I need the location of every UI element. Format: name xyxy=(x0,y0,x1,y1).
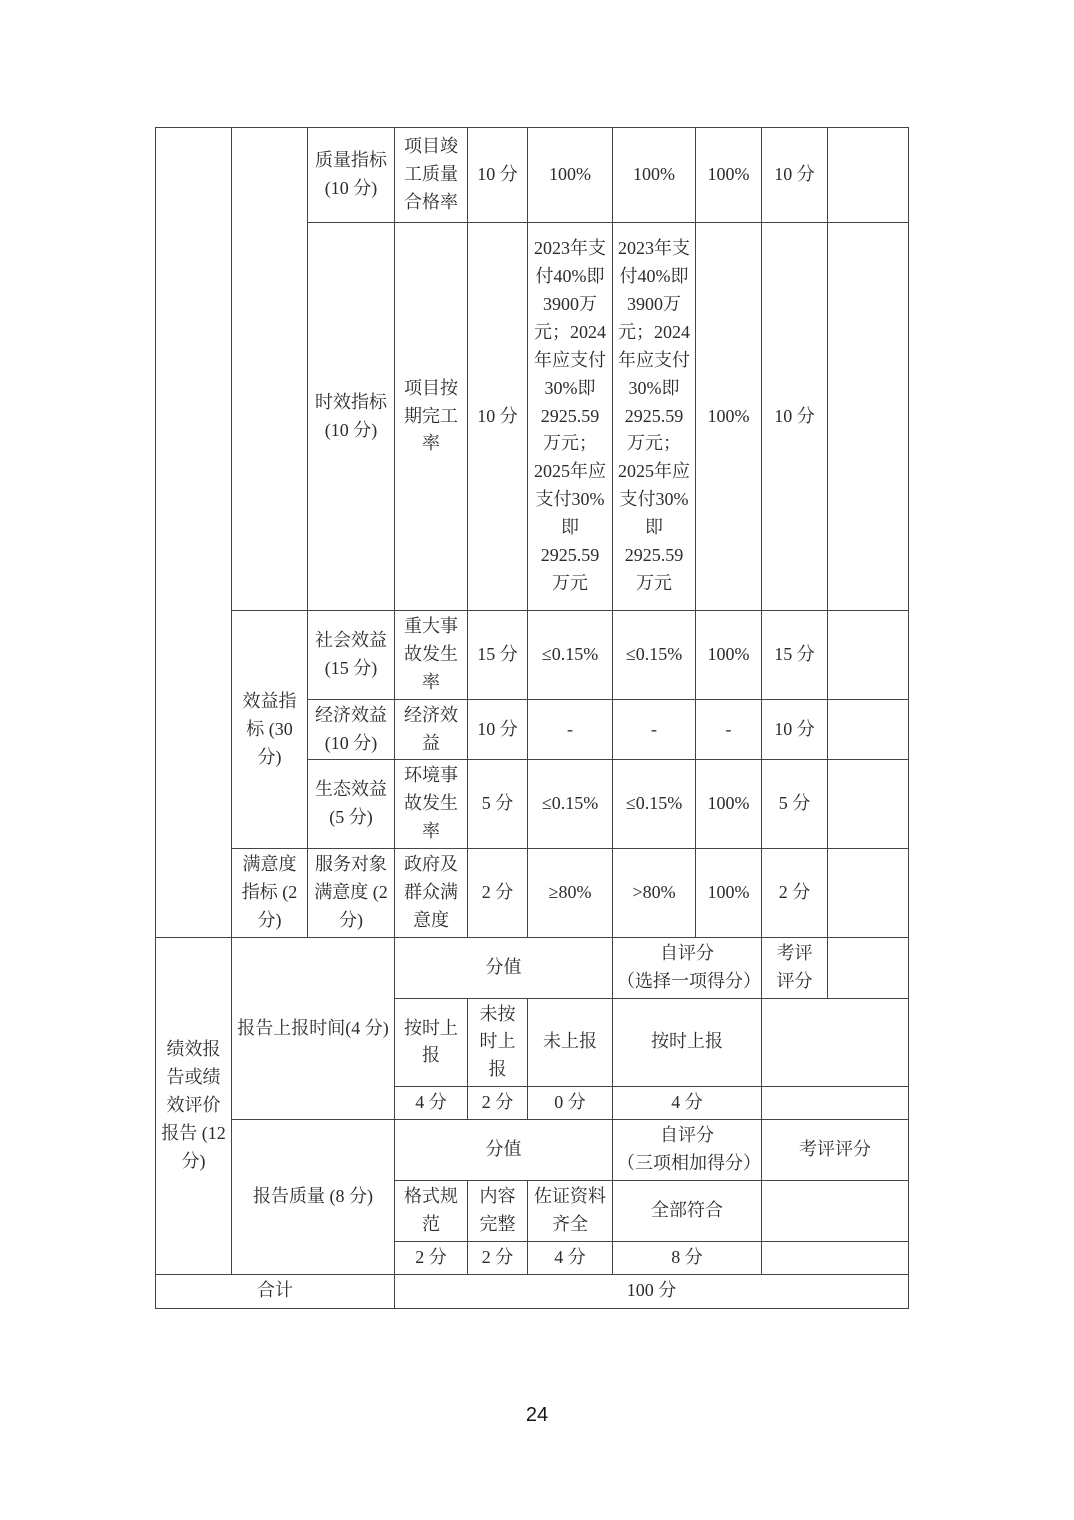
metric-cell: 经济效益 xyxy=(395,699,468,760)
metric-cell: 项目竣工质量合格率 xyxy=(395,128,468,223)
self-score-cell: 10 分 xyxy=(762,223,828,611)
review-score-cell-empty xyxy=(828,849,909,938)
self-score-cell: 2 分 xyxy=(762,849,828,938)
self-score-header-line2: （三项相加得分） xyxy=(617,1153,761,1174)
rate-cell: 100% xyxy=(696,223,762,611)
total-label-cell: 合计 xyxy=(156,1274,395,1308)
self-score-cell: 5 分 xyxy=(762,760,828,849)
submit-option-cell: 未上报 xyxy=(528,998,613,1087)
table-row xyxy=(156,128,909,223)
review-score-cell-empty xyxy=(828,699,909,760)
target-cell: 100% xyxy=(528,128,613,223)
report-category-cell: 绩效报告或绩效评价报告 (12 分) xyxy=(156,937,232,1274)
indicator-cell: 质量指标 (10 分) xyxy=(308,128,395,223)
score-cell: 5 分 xyxy=(468,760,528,849)
target-cell: - xyxy=(528,699,613,760)
rate-cell: - xyxy=(696,699,762,760)
self-score-header-line1: 自评分 xyxy=(660,1125,714,1146)
actual-cell: ≤0.15% xyxy=(613,760,696,849)
target-cell: ≥80% xyxy=(528,849,613,938)
indicator-cell: 生态效益 (5 分) xyxy=(308,760,395,849)
submit-self-points-cell: 4 分 xyxy=(613,1087,762,1120)
table-row xyxy=(156,611,909,700)
target-cell: 2023年支付40%即3900万元；2024年应支付30%即2925.59万元；2025年应支付30%即2925.59万元 xyxy=(528,223,613,611)
rate-cell: 100% xyxy=(696,611,762,700)
submit-points-cell: 0 分 xyxy=(528,1087,613,1120)
quality-points-cell: 2 分 xyxy=(395,1241,468,1274)
metric-cell: 重大事故发生率 xyxy=(395,611,468,700)
score-header-cell: 分值 xyxy=(395,937,613,998)
actual-cell: 2023年支付40%即3900万元；2024年应支付30%即2925.59万元；2025年应支付30%即2925.59万元 xyxy=(613,223,696,611)
review-score-header-cell xyxy=(762,937,828,998)
subcategory-cell-empty xyxy=(232,128,308,611)
score-cell: 10 分 xyxy=(468,223,528,611)
quality-self-value-cell: 全部符合 xyxy=(613,1181,762,1242)
score-cell: 15 分 xyxy=(468,611,528,700)
submit-points-cell: 2 分 xyxy=(468,1087,528,1120)
review-header-line2: 评分 xyxy=(776,970,813,991)
satisfaction-category-cell: 满意度指标 (2 分) xyxy=(232,849,308,938)
self-score-cell: 10 分 xyxy=(762,128,828,223)
benefit-category-cell: 效益指标 (30 分) xyxy=(232,611,308,849)
quality-self-points-cell: 8 分 xyxy=(613,1241,762,1274)
submit-self-value-cell: 按时上报 xyxy=(613,998,762,1087)
self-score-cell: 15 分 xyxy=(762,611,828,700)
rate-cell: 100% xyxy=(696,849,762,938)
evaluation-table-wrapper xyxy=(155,127,909,1309)
actual-cell: - xyxy=(613,699,696,760)
submit-points-cell: 4 分 xyxy=(395,1087,468,1120)
self-score-header-line2: （选择一项得分） xyxy=(617,970,761,991)
submit-option-cell: 未按时上报 xyxy=(468,998,528,1087)
quality-points-cell: 4 分 xyxy=(528,1241,613,1274)
table-row xyxy=(156,937,909,998)
score-cell: 10 分 xyxy=(468,128,528,223)
rate-cell: 100% xyxy=(696,128,762,223)
review-score-cell-empty xyxy=(828,128,909,223)
review-cell-empty xyxy=(762,1181,909,1242)
page-number: 24 xyxy=(525,1404,549,1426)
metric-cell: 政府及群众满意度 xyxy=(395,849,468,938)
self-score-header-cell xyxy=(613,937,762,998)
indicator-cell: 时效指标 (10 分) xyxy=(308,223,395,611)
review-score-cell-empty xyxy=(828,223,909,611)
self-score-header-line1: 自评分 xyxy=(660,942,714,963)
self-score-cell: 10 分 xyxy=(762,699,828,760)
actual-cell: 100% xyxy=(613,128,696,223)
report-submit-label-cell: 报告上报时间(4 分) xyxy=(232,937,395,1119)
rate-cell: 100% xyxy=(696,760,762,849)
indicator-cell: 经济效益 (10 分) xyxy=(308,699,395,760)
review-cell-empty xyxy=(762,998,909,1087)
target-cell: ≤0.15% xyxy=(528,760,613,849)
review-score-header-cell: 考评评分 xyxy=(762,1120,909,1181)
actual-cell: ≤0.15% xyxy=(613,611,696,700)
metric-cell: 环境事故发生率 xyxy=(395,760,468,849)
submit-option-cell: 按时上报 xyxy=(395,998,468,1087)
indicator-cell: 社会效益 (15 分) xyxy=(308,611,395,700)
review-score-cell-empty xyxy=(828,760,909,849)
category-cell-empty xyxy=(156,128,232,938)
header-cell-empty xyxy=(828,937,909,998)
quality-option-cell: 佐证资料齐全 xyxy=(528,1181,613,1242)
score-cell: 10 分 xyxy=(468,699,528,760)
quality-points-cell: 2 分 xyxy=(468,1241,528,1274)
review-cell-empty xyxy=(762,1241,909,1274)
performance-evaluation-table xyxy=(155,127,909,1309)
metric-cell: 项目按期完工率 xyxy=(395,223,468,611)
target-cell: ≤0.15% xyxy=(528,611,613,700)
table-row xyxy=(156,1120,909,1181)
quality-option-cell: 格式规范 xyxy=(395,1181,468,1242)
score-cell: 2 分 xyxy=(468,849,528,938)
review-cell-empty xyxy=(762,1087,909,1120)
review-header-line1: 考评 xyxy=(776,942,813,963)
report-quality-label-cell: 报告质量 (8 分) xyxy=(232,1120,395,1275)
indicator-cell: 服务对象满意度 (2 分) xyxy=(308,849,395,938)
table-row xyxy=(156,849,909,938)
self-score-header-cell xyxy=(613,1120,762,1181)
quality-option-cell: 内容完整 xyxy=(468,1181,528,1242)
total-value-cell: 100 分 xyxy=(395,1274,909,1308)
review-score-cell-empty xyxy=(828,611,909,700)
score-header-cell: 分值 xyxy=(395,1120,613,1181)
actual-cell: >80% xyxy=(613,849,696,938)
table-row-total xyxy=(156,1274,909,1308)
